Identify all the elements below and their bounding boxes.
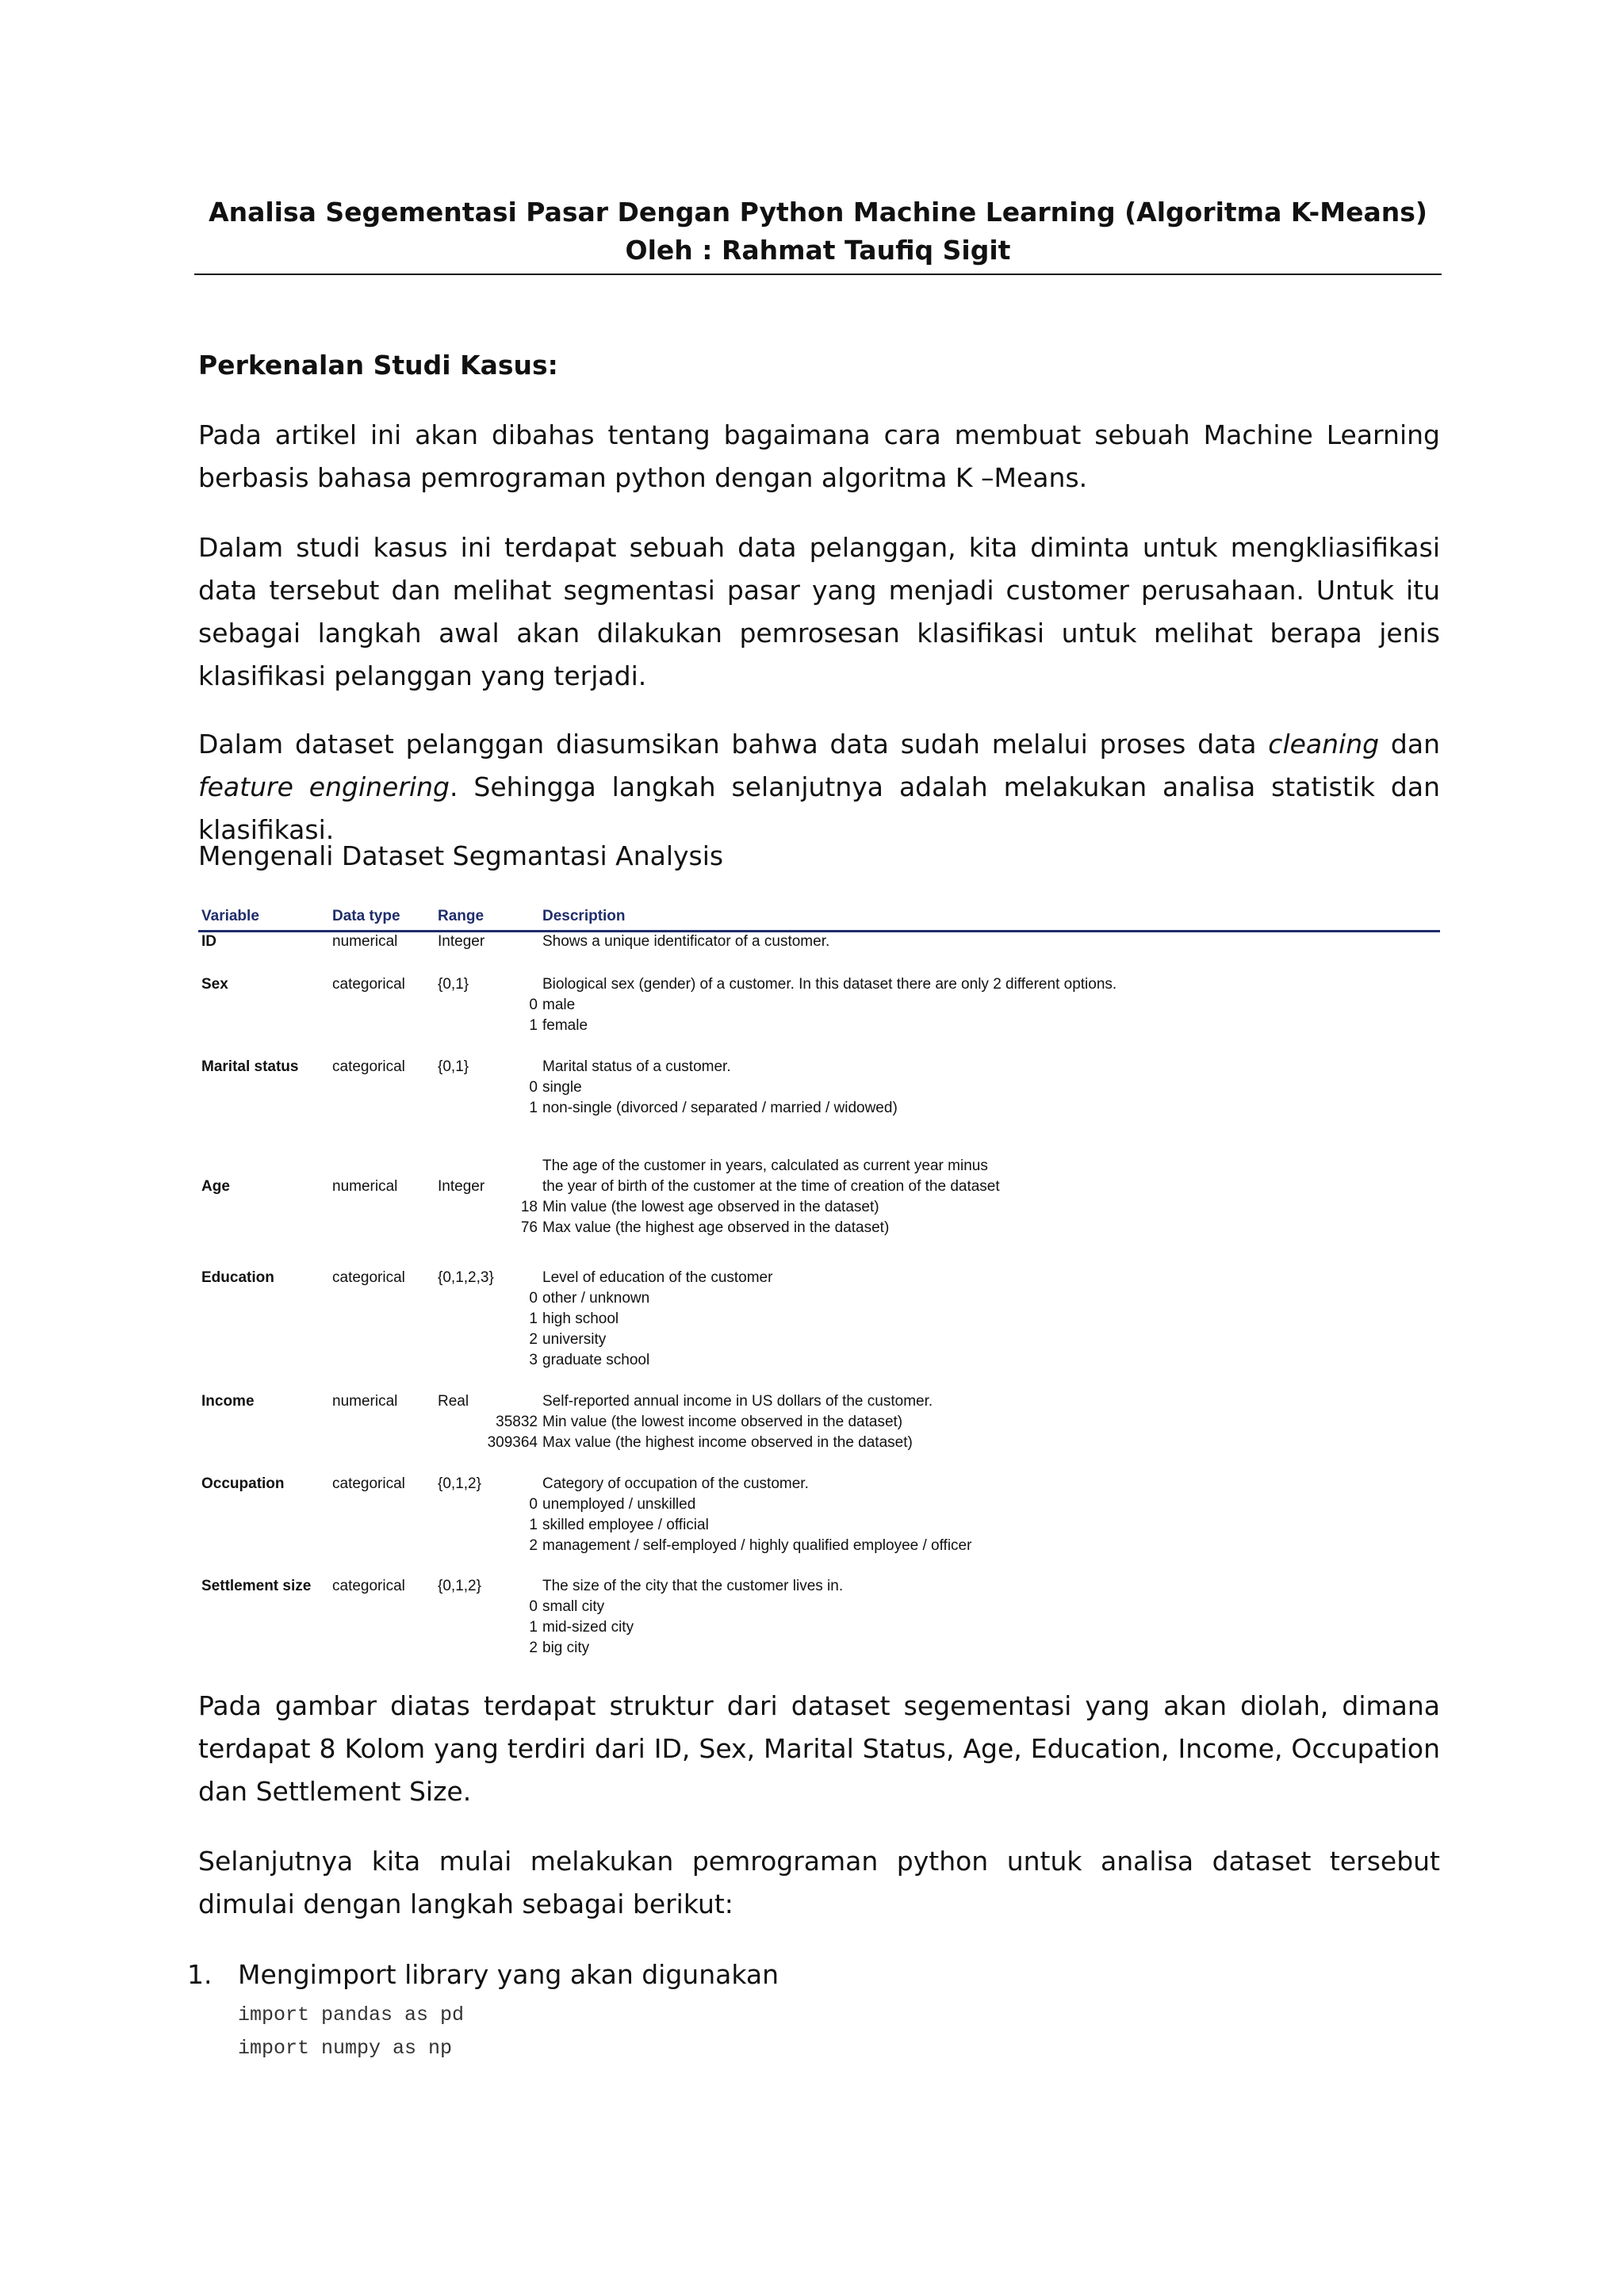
intro-paragraph-2: Dalam studi kasus ini terdapat sebuah data pelanggan, kita diminta untuk mengkliasifikasi data tersebut dan melihat segmentasi pasar yang menjadi customer perusahaan. Untuk itu sebagai langkah awal akan dilakukan pemrosesan klasifikasi untuk melihat berapa jenis klasifikasi pelanggan yang terjadi. (198, 532, 1440, 691)
description-line: Self-reported annual income in US dollars of the customer. (542, 1393, 933, 1410)
description-line: male (542, 997, 576, 1013)
value-code: 0 (529, 1496, 538, 1513)
step-number: 1. (187, 1959, 213, 1990)
description-line: Min value (the lowest age observed in the dataset) (542, 1199, 879, 1215)
description-line: Biological sex (gender) of a customer. In this dataset there are only 2 different options. (542, 976, 1117, 993)
intro-paragraph-1: Pada artikel ini akan dibahas tentang bagaimana cara membuat sebuah Machine Learning berbasis bahasa pemrograman python dengan algoritma K –Means. (198, 419, 1440, 493)
variable-name: Settlement size (201, 1578, 312, 1594)
p3-text-2: dan (1379, 729, 1441, 760)
value-code: 2 (529, 1537, 538, 1554)
header-description: Description (542, 908, 626, 924)
value-code: 1 (529, 1517, 538, 1533)
variable-name: Sex (201, 976, 228, 993)
range: {0,1,2} (438, 1578, 481, 1594)
data-type: numerical (332, 933, 398, 950)
variable-name: ID (201, 933, 216, 950)
description-line: high school (542, 1311, 619, 1327)
data-dictionary-table (198, 908, 1440, 1661)
variable-name: Age (201, 1178, 230, 1195)
value-code: 1 (529, 1017, 538, 1034)
intro-paragraph-3 (198, 723, 1440, 851)
data-type: categorical (332, 1578, 405, 1594)
range: Integer (438, 933, 485, 950)
range: {0,1} (438, 1058, 469, 1075)
description-line: Level of education of the customer (542, 1269, 773, 1286)
dataset-caption: Mengenali Dataset Segmantasi Analysis (198, 840, 724, 871)
range: Real (438, 1393, 469, 1410)
description-line: university (542, 1331, 607, 1348)
description-line: unemployed / unskilled (542, 1496, 696, 1513)
section-heading: Perkenalan Studi Kasus: (198, 350, 558, 381)
description-line: Shows a unique identificator of a customer. (542, 933, 830, 950)
value-code: 0 (529, 997, 538, 1013)
next-steps-paragraph: Selanjutnya kita mulai melakukan pemrograman python untuk analisa dataset tersebut dimulai dengan langkah sebagai berikut: (198, 1846, 1440, 1919)
data-type: numerical (332, 1178, 398, 1195)
header-variable: Variable (201, 908, 259, 924)
range: {0,1,2} (438, 1475, 481, 1492)
description-line: Marital status of a customer. (542, 1058, 731, 1075)
variable-name: Education (201, 1269, 274, 1286)
description-line: small city (542, 1598, 605, 1615)
description-line: big city (542, 1640, 590, 1656)
description-line: The size of the city that the customer lives in. (542, 1578, 844, 1594)
description-line: Category of occupation of the customer. (542, 1475, 809, 1492)
description-line: Max value (the highest income observed in the dataset) (542, 1434, 913, 1451)
code-line: import pandas as pd (238, 2003, 465, 2026)
description-line: other / unknown (542, 1290, 650, 1307)
value-code: 18 (520, 1199, 538, 1215)
description-line: Min value (the lowest income observed in the dataset) (542, 1414, 903, 1430)
value-code: 2 (529, 1331, 538, 1348)
description-line: mid-sized city (542, 1619, 634, 1636)
range: {0,1} (438, 976, 469, 993)
data-type: categorical (332, 976, 405, 993)
value-code: 1 (529, 1100, 538, 1116)
value-code: 0 (529, 1290, 538, 1307)
step-title: Mengimport library yang akan digunakan (238, 1959, 779, 1990)
p3-italic-cleaning: cleaning (1268, 729, 1380, 760)
description-line: the year of birth of the customer at the time of creation of the dataset (542, 1178, 1000, 1195)
document-author: Oleh : Rahmat Taufiq Sigit (625, 235, 1011, 266)
description-line: single (542, 1079, 582, 1096)
description-line: graduate school (542, 1352, 650, 1368)
value-code: 309364 (487, 1434, 538, 1451)
variable-name: Income (201, 1393, 255, 1410)
header-data-type: Data type (332, 908, 400, 924)
structure-paragraph: Pada gambar diatas terdapat struktur dari dataset segementasi yang akan diolah, dimana terdapat 8 Kolom yang terdiri dari ID, Sex, Marital Status, Age, Education, Income, Occupation dan Settlement Size. (198, 1690, 1440, 1807)
description-line: Max value (the highest age observed in the dataset) (542, 1219, 890, 1236)
range: Integer (438, 1178, 485, 1195)
variable-name: Occupation (201, 1475, 285, 1492)
description-line: skilled employee / official (542, 1517, 709, 1533)
data-type: categorical (332, 1269, 405, 1286)
value-code: 0 (529, 1079, 538, 1096)
p3-text-1: Dalam dataset pelanggan diasumsikan bahwa data sudah melalui proses data (198, 729, 1269, 760)
code-line: import numpy as np (238, 2037, 453, 2060)
value-code: 1 (529, 1311, 538, 1327)
header-underline (198, 930, 1440, 932)
document-title: Analisa Segementasi Pasar Dengan Python Machine Learning (Algoritma K-Means) (209, 197, 1427, 228)
data-type: categorical (332, 1058, 405, 1075)
value-code: 3 (529, 1352, 538, 1368)
description-line: non-single (divorced / separated / married / widowed) (542, 1100, 898, 1116)
data-type: numerical (332, 1393, 398, 1410)
data-type: categorical (332, 1475, 405, 1492)
range: {0,1,2,3} (438, 1269, 494, 1286)
value-code: 76 (520, 1219, 538, 1236)
header-range: Range (438, 908, 485, 924)
description-line: The age of the customer in years, calculated as current year minus (542, 1158, 988, 1174)
value-code: 35832 (496, 1414, 538, 1430)
p3-text-3: . Sehingga langkah selanjutnya adalah melakukan analisa statistik dan klasifikasi. (198, 771, 1440, 845)
p3-italic-feature: feature enginering (198, 771, 450, 802)
value-code: 1 (529, 1619, 538, 1636)
value-code: 2 (529, 1640, 538, 1656)
description-line: management / self-employed / highly qualified employee / officer (542, 1537, 972, 1554)
title-divider (194, 274, 1442, 275)
description-line: female (542, 1017, 588, 1034)
variable-name: Marital status (201, 1058, 299, 1075)
value-code: 0 (529, 1598, 538, 1615)
